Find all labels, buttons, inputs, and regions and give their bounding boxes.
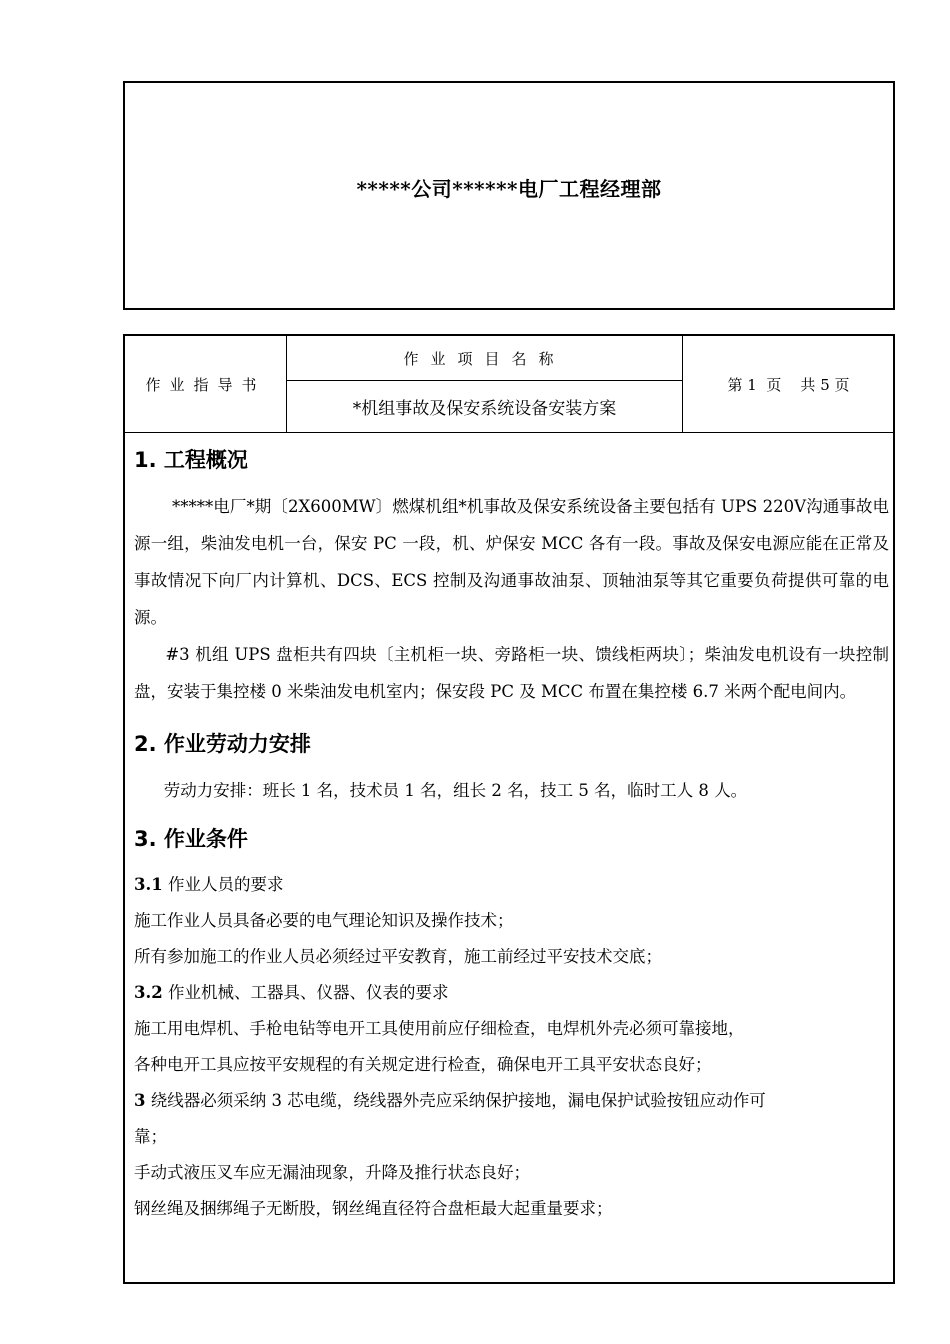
section-1-heading: 1. 工程概况 [134,448,248,472]
main-table [123,334,895,1284]
doc-type-cell: 作业指导书 [125,336,287,432]
section-2-paragraph: 劳动力安排：班长 1 名，技术员 1 名，组长 2 名，技工 5 名，临时工人 8 人。 [163,781,748,800]
table-header-row [125,336,893,433]
document-body [134,432,889,1227]
line-3-2-b: 各种电开工具应按平安规程的有关规定进行检查，确保电开工具平安状态良好； [134,1055,712,1074]
line-3-2-c [134,1083,889,1119]
header-box [123,81,895,310]
company-title: *****公司******电厂工程经理部 [356,177,662,201]
subsection-3-1 [134,867,889,903]
line-3-2-c-text: 绕线器必须采纳 3 芯电缆，绕线器外壳应采纳保护接地，漏电保护试验按钮应动作可 [145,1091,766,1110]
subsection-3-2-text: 作业机械、工器具、仪器、仪表的要求 [162,983,449,1002]
line-3-2-c-number: 3 [134,1091,146,1110]
section-2-heading: 2. 作业劳动力安排 [134,732,311,756]
line-3-2-a: 施工用电焊机、手枪电钻等电开工具使用前应仔细检查，电焊机外壳必须可靠接地， [134,1019,745,1038]
line-3-2-e: 钢丝绳及捆绑绳子无断股，钢丝绳直径符合盘柜最大起重量要求； [134,1199,613,1218]
section-1-paragraph-2: #3 机组 UPS 盘柜共有四块〔主机柜一块、旁路柜一块、馈线柜两块〕；柴油发电机设有一块控制盘，安装于集控楼 0 米柴油发电机室内；保安段 PC 及 MCC 布置在集控楼 6.7 米两个配电间内。 [134,645,889,701]
subsection-3-2-number: 3.2 [134,983,163,1002]
subsection-3-1-text: 作业人员的要求 [162,875,284,894]
subsection-3-2 [134,975,889,1011]
line-3-1-a: 施工作业人员具备必要的电气理论知识及操作技术； [134,911,514,930]
line-3-1-b: 所有参加施工的作业人员必须经过平安教育，施工前经过平安技术交底； [134,947,662,966]
section-3-heading: 3. 作业条件 [134,827,248,851]
subsection-3-1-number: 3.1 [134,875,163,894]
line-3-2-d: 手动式液压叉车应无漏油现象，升降及推行状态良好； [134,1163,530,1182]
line-3-2-c-continued: 靠； [134,1127,167,1146]
section-1-paragraph-1: *****电厂*期〔2X600MW〕燃煤机组*机事故及保安系统设备主要包括有 UPS 220V沟通事故电源一组，柴油发电机一台，保安 PC 一段，机、炉保安 MCC 各有一段。事故及保安电源应能在正常及事故情况下向厂内计算机、DCS、ECS 控制及沟通事故油泵、顶轴油泵等其它重要负荷提供可靠的电源。 [134,497,889,627]
page-info-cell: 第 1 页 共 5 页 [682,336,894,432]
project-label-cell: 作业项目名称 [287,336,682,381]
project-name-cell: *机组事故及保安系统设备安装方案 [352,399,617,419]
